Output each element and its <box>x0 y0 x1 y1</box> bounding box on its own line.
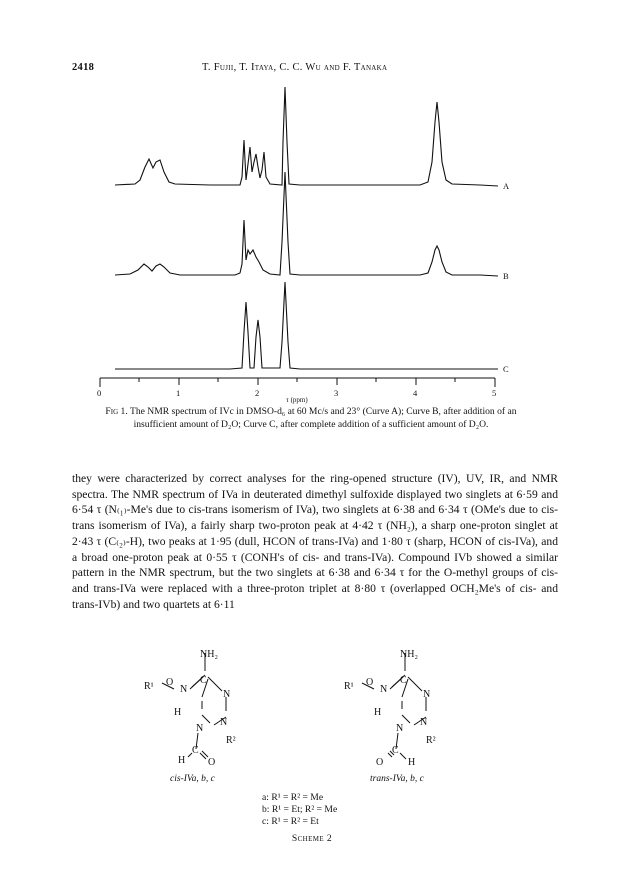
atom-n: N <box>423 689 431 700</box>
atom-c: C <box>192 745 199 756</box>
atom-h: H <box>374 707 382 718</box>
axis-title: τ (ppm) <box>286 396 308 404</box>
page-number: 2418 <box>72 62 95 73</box>
atom-c: C <box>392 745 399 756</box>
body-text <box>72 471 558 612</box>
atom-n: N <box>180 684 188 695</box>
running-head-authors: T. Fujii, T. Itaya, C. C. Wu and F. Tanaka <box>202 62 388 73</box>
atom-r1: R¹ <box>344 681 354 692</box>
atom-r2: R² <box>226 735 236 746</box>
atom-o: O <box>208 757 216 768</box>
nmr-curve-c <box>115 282 498 369</box>
atom-r2: R² <box>426 735 436 746</box>
atom-n: N <box>420 717 428 728</box>
figure-caption <box>96 406 526 431</box>
structure-trans-iv <box>344 649 436 784</box>
atom-n: N <box>220 717 228 728</box>
nmr-spectrum-figure <box>60 82 530 404</box>
substituent-list <box>262 792 402 829</box>
atom-h: H <box>174 707 182 718</box>
atom-nh2: NH₂ <box>200 649 218 660</box>
atom-n: N <box>380 684 388 695</box>
atom-o: O <box>366 677 374 688</box>
axis-tick-label: 3 <box>334 388 339 398</box>
curve-label-c: C <box>503 364 509 374</box>
atom-n: N <box>196 723 204 734</box>
page-header <box>72 62 552 78</box>
atom-o: O <box>376 757 384 768</box>
atom-c: C <box>400 675 407 686</box>
atom-n: N <box>396 723 404 734</box>
axis-tick-label: 1 <box>176 388 181 398</box>
cis-iv-label: cis-IVa, b, c <box>170 774 215 784</box>
scheme-title: Scheme 2 <box>291 833 333 844</box>
axis-tick-label: 5 <box>492 388 497 398</box>
substituent-entry-b: b: R¹ = Et; R² = Me <box>262 804 338 816</box>
axis-tick-label: 2 <box>255 388 260 398</box>
axis-tick-label: 4 <box>413 388 418 398</box>
atom-nh2: NH₂ <box>400 649 418 660</box>
figure-caption-label: Fig 1. <box>105 406 128 417</box>
body-paragraph: they were characterized by correct analyses for the ring-opened structure (IV), UV, IR, and NMR spectra. The NMR spectrum of IVa in deuterated dimethyl sulfoxide displayed two singlets at 6·59 and 6·54 τ (N₍₁₎-Me's due to cis-trans isomerism of IVa), two singlets at 6·38 and 6·34 τ (OMe's due to cis-trans isomerism of IVa), a fairly sharp two-proton peak at 4·42 τ (NH₂), a sharp one-proton singlet at 2·43 τ (C₍₂₎-H), two peaks at 1·95 (dull, HCON of trans-IVa) and 1·80 τ (sharp, HCON of cis-IVa), and a broad one-proton peak at 0·55 τ (CONH's of cis- and trans-IVa). Compound IVb showed a similar pattern in the NMR spectrum, but the two singlets at 6·38 and 6·34 τ for the O-methyl groups of cis- and trans-IVa were replaced with a three-proton triplet at 8·80 τ (overlapped OCH₂Me's of cis- and trans-IVb) and two quartets at 6·11 <box>72 472 558 611</box>
axis-tick-label: 0 <box>97 388 102 398</box>
atom-h: H <box>408 757 416 768</box>
atom-h: H <box>178 755 186 766</box>
atom-c: C <box>200 675 207 686</box>
curve-label-a: A <box>503 181 510 191</box>
atom-r1: R¹ <box>144 681 154 692</box>
figure-caption-text: The NMR spectrum of IVc in DMSO-d₆ at 60 Mc/s and 23° (Curve A); Curve B, after addition of an insufficient amount of D₂O; Curve C, after complete addition of a sufficient amount of D₂O. <box>129 406 517 430</box>
atom-n: N <box>223 689 231 700</box>
structure-cis-iv <box>144 649 236 784</box>
atom-o: O <box>166 677 174 688</box>
curve-label-b: B <box>503 271 509 281</box>
substituent-entry-a: a: R¹ = R² = Me <box>262 792 324 803</box>
trans-iv-label: trans-IVa, b, c <box>370 774 424 784</box>
nmr-curve-a <box>115 87 498 186</box>
substituent-entry-c: c: R¹ = R² = Et <box>262 816 319 828</box>
nmr-curve-b <box>115 172 498 276</box>
